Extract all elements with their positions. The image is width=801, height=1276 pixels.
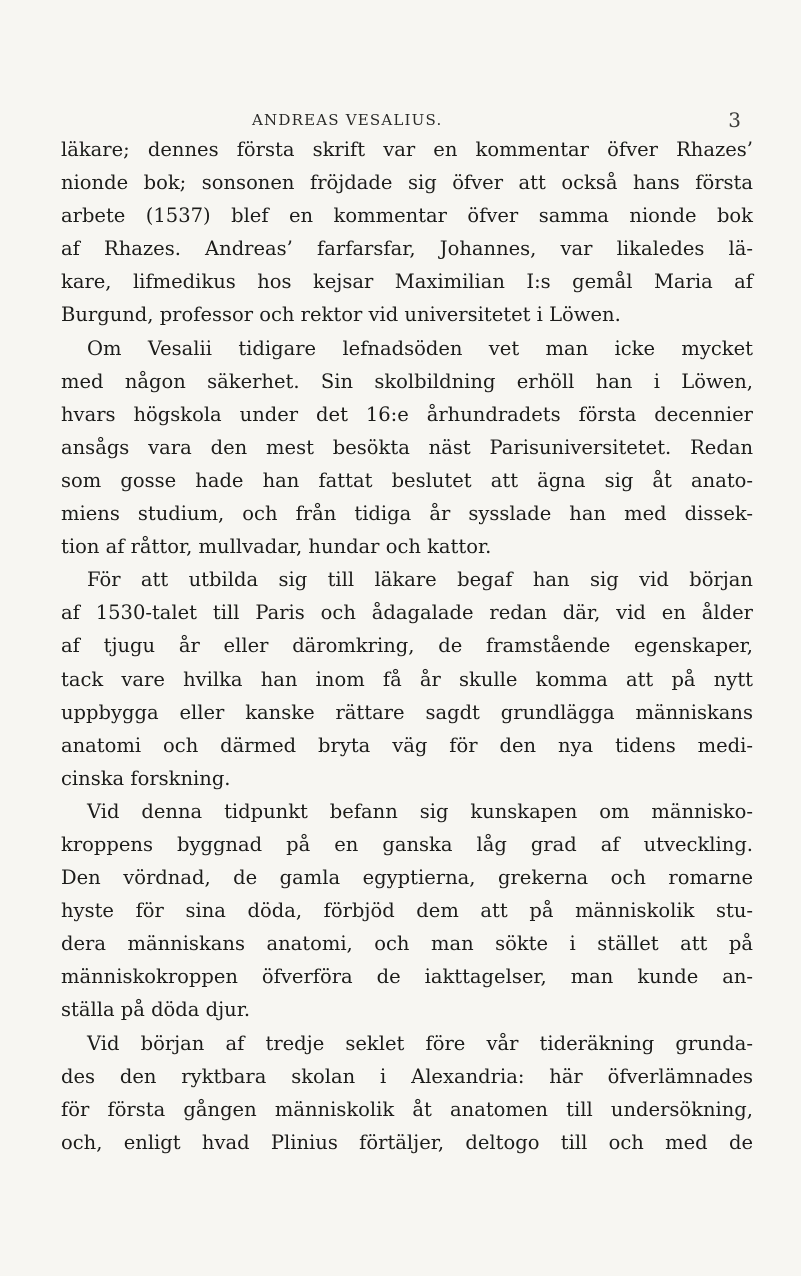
body-text [61,133,753,1159]
text-line: med någon säkerhet. Sin skolbildning erhöll han i Löwen, [61,369,753,393]
text-line: af Rhazes. Andreas’ farfarsfar, Johannes, var likaledes lä- [61,237,753,261]
text-line: dera människans anatomi, och man sökte i stället att på [61,932,753,956]
text-line: anatomi och därmed bryta väg för den nya tidens medi- [61,733,753,757]
text-line: ansågs vara den mest besökta näst Parisuniversitetet. Redan [61,435,753,459]
text-line: uppbygga eller kanske rättare sagdt grundlägga människans [61,700,753,724]
text-line: För att utbilda sig till läkare begaf han sig vid början [87,568,753,592]
text-line: tack vare hvilka han inom få år skulle komma att på nytt [61,667,753,691]
text-line: hyste för sina döda, förbjöd dem att på människolik stu- [61,899,753,923]
page-number: 3 [728,108,741,132]
text-line: af tjugu år eller däromkring, de framstående egenskaper, [61,634,753,658]
text-line: kroppens byggnad på en ganska låg grad af utveckling. [61,832,753,856]
text-line: hvars högskola under det 16:e århundradets första decennier [61,402,753,426]
text-line: af 1530-talet till Paris och ådagalade redan där, vid en ålder [61,601,753,625]
text-line: Vid början af tredje seklet före vår tideräkning grunda- [87,1031,753,1055]
text-line: arbete (1537) blef en kommentar öfver samma nionde bok [61,204,753,228]
text-line: miens studium, och från tidiga år sysslade han med dissek- [61,502,753,526]
text-line: cinska forskning. [61,766,231,790]
text-line: Den vördnad, de gamla egyptierna, grekerna och romarne [61,866,753,890]
text-line: läkare; dennes första skrift var en kommentar öfver Rhazes’ [61,138,753,161]
text-line: för första gången människolik åt anatomen till undersökning, [61,1097,753,1121]
text-line: kare, lifmedikus hos kejsar Maximilian I:s gemål Maria af [61,270,753,294]
text-line: Vid denna tidpunkt befann sig kunskapen om människo- [87,799,753,823]
running-title: ANDREAS VESALIUS. [252,111,443,129]
text-line: och, enligt hvad Plinius förtäljer, deltogo till och med de [61,1130,753,1154]
text-line: des den ryktbara skolan i Alexandria: här öfverlämnades [61,1064,753,1088]
text-line: nionde bok; sonsonen fröjdade sig öfver att också hans första [61,171,753,195]
text-line: Om Vesalii tidigare lefnadsöden vet man icke mycket [87,336,753,360]
text-line: tion af råttor, mullvadar, hundar och kattor. [61,535,492,559]
text-line: ställa på döda djur. [61,998,251,1022]
text-line: Burgund, professor och rektor vid universitetet i Löwen. [61,303,621,327]
text-line: som gosse hade han fattat beslutet att ägna sig åt anato- [61,468,753,492]
text-line: människokroppen öfverföra de iakttagelser, man kunde an- [61,965,753,989]
